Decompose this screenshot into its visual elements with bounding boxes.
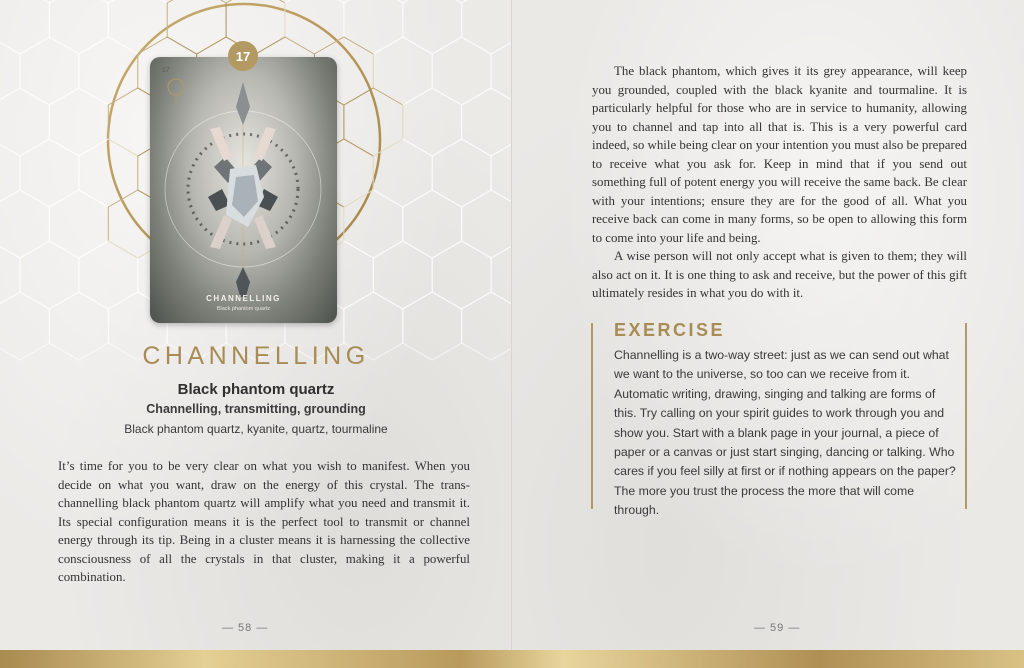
hexagon-cell [403,190,462,258]
hexagon-cell [491,241,512,309]
card-subtitle: Black phantom quartz [216,306,271,312]
left-body-text: It’s time for you to be very clear on what you wish to manifest. When you decide on what you want, draw on the energy of this crystal. The trans-channelling black phantom quartz will amplify what you need and transmit it. Its special configuration means it is the perfect tool to transmit or channel energy through its tip. Being in a cluster means it is harnessing the collective consciousness of all the crystals in that cluster, making it a powerful combination. [58,459,470,584]
hexagon-cell [373,241,432,309]
hexagon-cell [0,190,49,258]
hexagon-cell [344,0,403,54]
card-heading: CHANNELLING [142,342,370,370]
hexagon-cell [0,37,20,105]
page-number-right: — 59 — [754,622,801,634]
hexagon-cell [0,241,20,309]
card-number: 17 [162,67,170,74]
hexagon-cell [20,241,79,309]
crystal-name: Black phantom quartz [177,381,335,398]
hexagon-cell [108,0,167,54]
hexagon-cell [344,190,403,258]
page-number-left: — 58 — [222,622,269,634]
hexagon-cell [285,0,344,54]
hexagon-cell [0,0,20,3]
exercise-text: Channelling is a two-way street: just as we can send out what we want to the universe, so too can we receive from it. Automatic writing, drawing, singing and talking are forms of this. Try calling on your spirit guides to work through you and show you. Start with a blank page in your journal, a piece of paper or a canvas or just start singing, dancing or talking. Who cares if you feel silly at first or if nothing appears on the paper? The more you trust the process the more that will come through. [614,348,956,518]
hexagon-cell [462,190,512,258]
paragraph: The black phantom, which gives it its grey appearance, will keep you grounded, coupled with the black kyanite and tourmaline. It is particularly helpful for those who are in service to humanity, allowing you to channel and tap into all that is. This is a very powerful card indeed, so while being clear on your intention you must also be prepared to receive what you ask for. Keep in mind that if you send out something full of potent energy you will receive the same back. Be clear with your intentions; ensure they are for the good of all. What you receive back can come in many forms, so be open to allowing this form to come into your life and being. [592,64,967,245]
hexagon-cell [373,37,432,105]
hexagon-cell [462,88,512,156]
hexagon-cell [167,0,226,54]
hexagon-cell [491,0,512,3]
keywords: Channelling, transmitting, grounding [146,402,366,416]
card-title: CHANNELLING [206,294,281,303]
card-number-badge: 17 [228,41,258,71]
hexagon-cell [432,37,491,105]
crystal-illustration [150,77,337,297]
hexagon-cell [432,241,491,309]
hexagon-cell [49,88,108,156]
hexagon-cell [373,139,432,207]
hexagon-cell [403,88,462,156]
hexagon-cell [491,139,512,207]
hexagon-cell [0,88,49,156]
paragraph: A wise person will not only accept what is given to them; they will also act on it. It is one thing to ask and receive, but the power of this gift ultimately resides in what you do with it. [592,249,967,300]
hexagon-cell [79,241,138,309]
hexagon-cell [0,139,20,207]
hexagon-cell [79,37,138,105]
hexagon-cell [491,37,512,105]
hexagon-cell [20,37,79,105]
hexagon-cell [0,0,49,54]
hexagon-cell [403,0,462,54]
left-page [0,0,512,650]
right-body-text [592,62,967,303]
crystal-combination: Black phantom quartz, kyanite, quartz, tourmaline [124,422,388,436]
hexagon-cell [432,139,491,207]
hexagon-cell [20,139,79,207]
gold-edge [0,650,1024,668]
oracle-card [150,57,337,323]
exercise-title: EXERCISE [614,320,726,340]
hexagon-cell [49,0,108,54]
hexagon-cell [49,190,108,258]
